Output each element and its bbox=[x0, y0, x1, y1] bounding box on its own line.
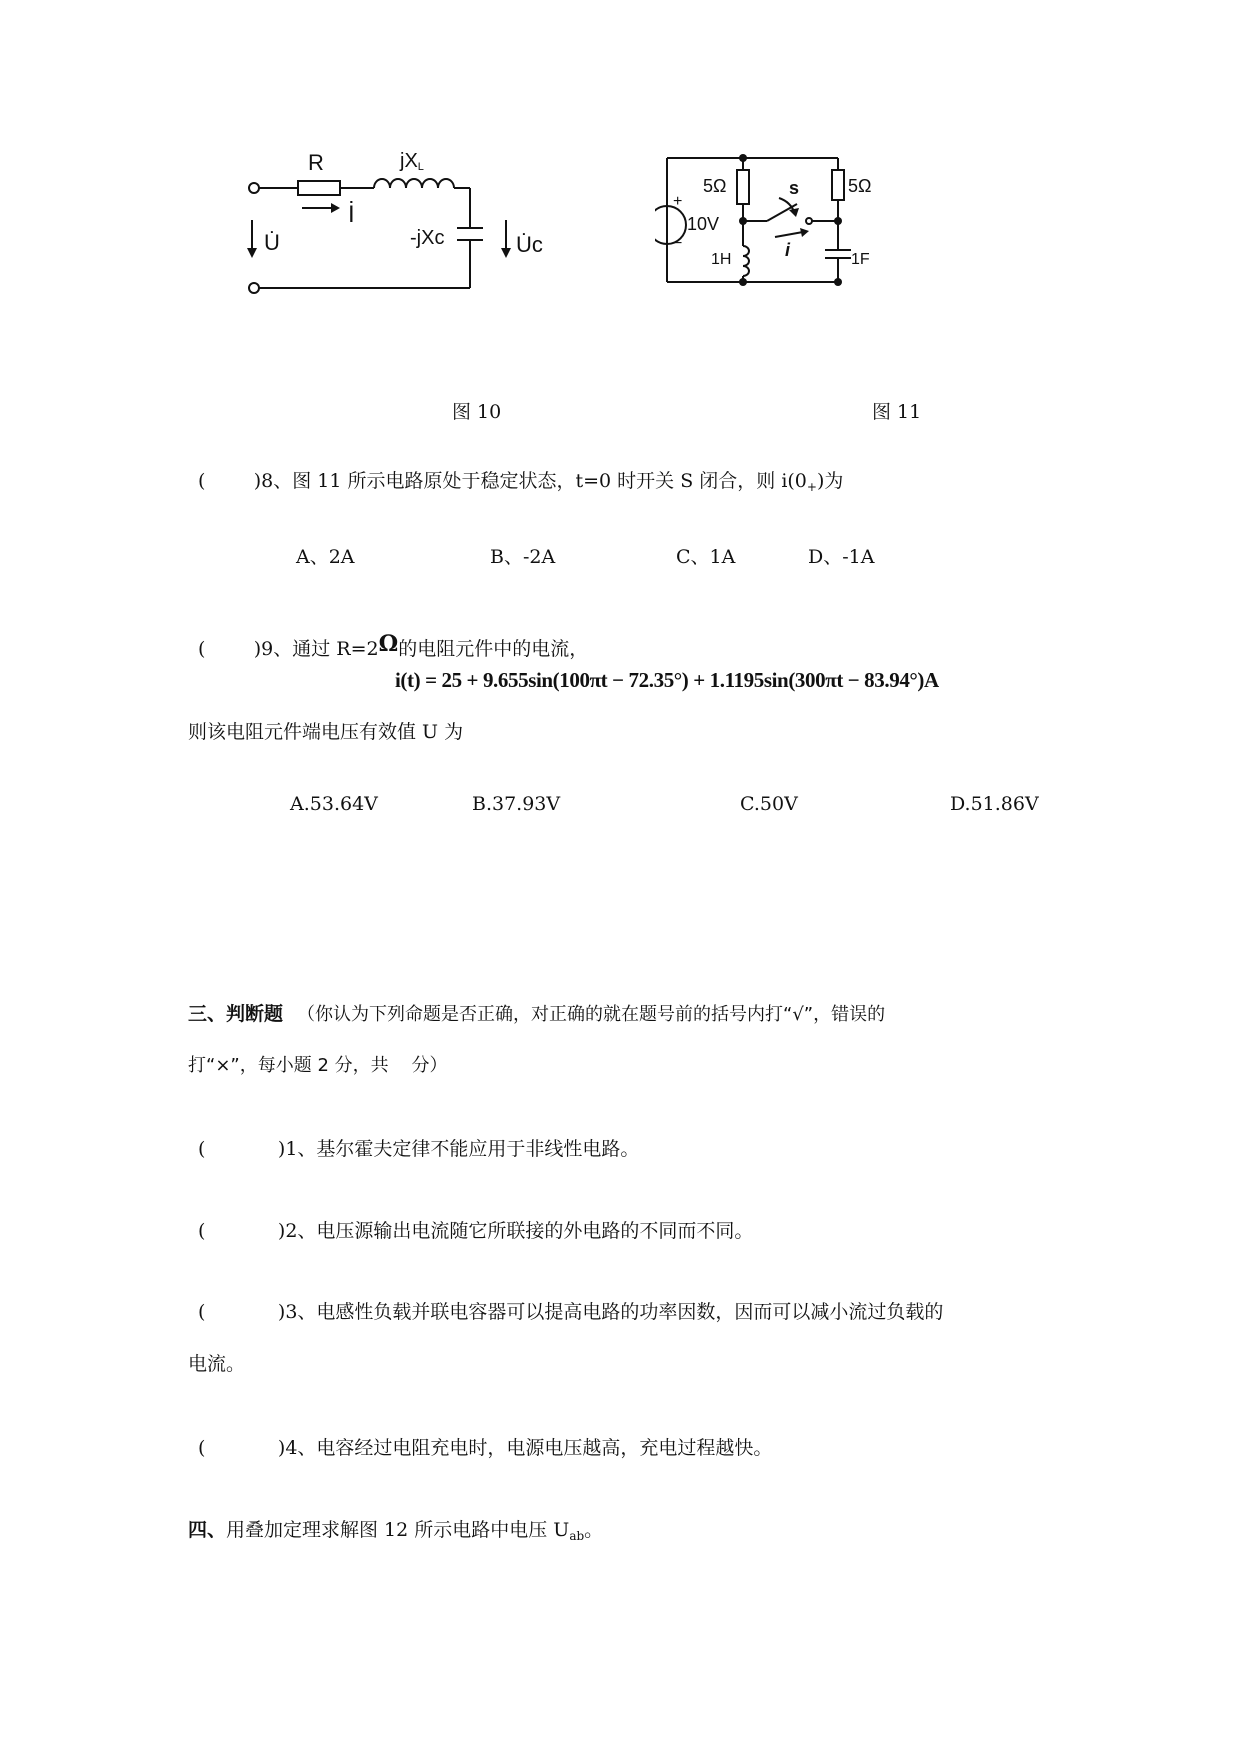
judge-item-1-text: 1、基尔霍夫定律不能应用于非线性电路。 bbox=[285, 1138, 640, 1160]
judge-item-3-continuation: 电流。 bbox=[188, 1353, 246, 1375]
judge-item-4 bbox=[198, 1436, 772, 1460]
question-8-text-end: )为 bbox=[816, 470, 844, 492]
q9-option-b: B.37.93V bbox=[472, 793, 561, 815]
question-9 bbox=[198, 632, 588, 661]
fig10-label-jxl: jXL bbox=[400, 150, 424, 173]
fig11-label-plus: + bbox=[673, 193, 683, 210]
section-4-text: 用叠加定理求解图 12 所示电路中电压 U bbox=[226, 1519, 570, 1541]
answer-bracket[interactable]: ( ) bbox=[198, 1301, 286, 1323]
figure-11-circuit bbox=[655, 148, 975, 308]
judge-item-4-text: 4、电容经过电阻充电时，电源电压越高，充电过程越快。 bbox=[285, 1437, 773, 1459]
answer-bracket[interactable]: ( ) bbox=[198, 470, 262, 492]
q8-option-d: D、-1A bbox=[808, 546, 875, 568]
figure-10-caption: 图 10 bbox=[452, 401, 502, 423]
q8-option-b: B、-2A bbox=[490, 546, 556, 568]
fig11-label-r1: 5Ω bbox=[703, 176, 727, 196]
fig11-label-switch: s bbox=[789, 178, 800, 198]
section-3-header bbox=[188, 1002, 885, 1027]
answer-bracket[interactable]: ( ) bbox=[198, 1437, 286, 1459]
current-formula: i(t) = 25 + 9.655sin(100πt − 72.35°) + 1.1195sin(300πt − 83.94°)A bbox=[395, 668, 939, 692]
section-4-end: 。 bbox=[584, 1519, 604, 1541]
question-8 bbox=[198, 469, 843, 499]
section-4-subscript: ab bbox=[569, 1529, 585, 1543]
fig11-label-source: 10V bbox=[687, 214, 720, 234]
fig11-label-minus: − bbox=[673, 235, 683, 252]
answer-bracket[interactable]: ( ) bbox=[198, 638, 262, 660]
fig11-label-current: i bbox=[785, 240, 791, 260]
question-8-text: 8、图 11 所示电路原处于稳定状态，t=0 时开关 S 闭合，则 i(0 bbox=[261, 470, 807, 492]
figure-11-caption: 图 11 bbox=[872, 401, 922, 423]
answer-bracket[interactable]: ( ) bbox=[198, 1220, 286, 1242]
q8-option-a: A、2A bbox=[296, 546, 355, 568]
judge-item-3 bbox=[198, 1300, 943, 1324]
q9-option-d: D.51.86V bbox=[950, 793, 1039, 815]
fig10-label-r: R bbox=[308, 150, 324, 175]
q9-option-c: C.50V bbox=[740, 793, 798, 815]
fig11-label-capacitor: 1F bbox=[851, 251, 870, 268]
fig11-label-inductor: 1H bbox=[711, 251, 732, 268]
fig10-label-current: İ bbox=[348, 201, 355, 228]
q9-option-a: A.53.64V bbox=[290, 793, 378, 815]
judge-item-2 bbox=[198, 1219, 753, 1243]
section-4 bbox=[188, 1518, 603, 1548]
judge-item-1 bbox=[198, 1137, 639, 1161]
fig10-label-xc: -jXc bbox=[410, 227, 445, 249]
fig11-label-r2: 5Ω bbox=[848, 176, 872, 196]
q8-option-c: C、1A bbox=[676, 546, 736, 568]
judge-item-3-text: 3、电感性负载并联电容器可以提高电路的功率因数，因而可以减小流过负载的 bbox=[285, 1301, 944, 1323]
section-3-instruction-line-2: 打“×”，每小题 2 分，共 分） bbox=[188, 1055, 448, 1076]
question-9-text-2: 则该电阻元件端电压有效值 U 为 bbox=[188, 721, 464, 743]
judge-item-2-text: 2、电压源输出电流随它所联接的外电路的不同而不同。 bbox=[285, 1220, 754, 1242]
section-3-title: 三、判断题 bbox=[188, 1003, 284, 1025]
omega-symbol: Ω bbox=[378, 631, 399, 657]
figure-10-circuit bbox=[240, 140, 580, 340]
question-9-text: 9、通过 R=2 bbox=[261, 638, 379, 660]
answer-bracket[interactable]: ( ) bbox=[198, 1138, 286, 1160]
section-3-instruction: （你认为下列命题是否正确，对正确的就在题号前的括号内打“√”，错误的 bbox=[297, 1004, 886, 1025]
fig10-label-uc: U̇c bbox=[516, 232, 543, 257]
question-8-subscript: + bbox=[806, 480, 817, 494]
question-9-text-end: 的电阻元件中的电流， bbox=[398, 638, 589, 660]
fig10-label-voltage: U̇ bbox=[264, 230, 280, 255]
section-4-title: 四、 bbox=[188, 1519, 227, 1541]
